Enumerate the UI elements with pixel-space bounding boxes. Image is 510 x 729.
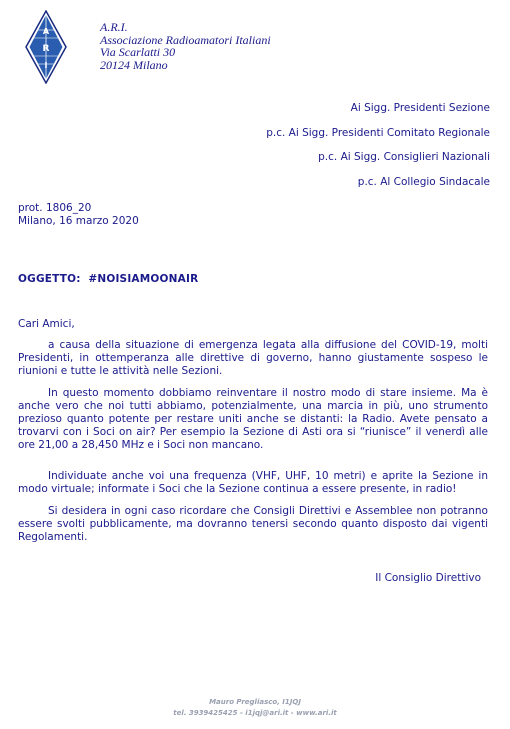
logo-letter-i: I [44, 61, 48, 70]
body-paragraph: Si desidera in ogni caso ricordare che Consigli Direttivi e Assemblee non potranno essere svolti pubblicamente, ma dovranno tenersi secondo quanto disposto dai vigenti Regolamenti. [18, 505, 488, 543]
page-footer [0, 697, 510, 719]
recipient-line: p.c. Al Collegio Sindacale [357, 175, 490, 188]
footer-name: Mauro Pregliasco, I1JQJ [209, 698, 301, 706]
recipients-block [266, 102, 490, 200]
footer-contacts: tel. 3939425425 - i1jqj@ari.it - www.ari.it [173, 709, 337, 717]
greeting: Cari Amici, [18, 318, 75, 330]
letter-body [18, 339, 488, 544]
logo-letter-r: R [42, 44, 50, 54]
letterhead [100, 21, 271, 71]
body-paragraph: In questo momento dobbiamo reinventare il nostro modo di stare insieme. Ma è anche vero che noi tutti abbiamo, potenzialmente, una marcia in più, uno strumento prezioso quanto potente per restare uniti anche se distanti: la Radio. Avete pensato a trovarvi con i Soci on air? Per esempio la Sezione di Asti ora si “riunisce” il venerdì alle ore 21,00 a 28,450 MHz e i Soci non mancano. [18, 387, 488, 451]
letter-date: Milano, 16 marzo 2020 [18, 215, 139, 227]
protocol-number: prot. 1806_20 [18, 202, 92, 214]
recipient-line: p.c. Ai Sigg. Presidenti Comitato Regionale [266, 126, 490, 139]
org-name: Associazione Radioamatori Italiani [100, 32, 271, 47]
org-street: Via Scarlatti 30 [100, 45, 176, 59]
body-paragraph: a causa della situazione di emergenza legata alla diffusione del COVID-19, molti Presidenti, in ottemperanza alle direttive di governo, hanno giustamente sospeso le riunioni e tutte le attività nelle Sezioni. [18, 339, 488, 377]
recipient-line: Ai Sigg. Presidenti Sezione [350, 102, 490, 114]
recipient-line: p.c. Ai Sigg. Consiglieri Nazionali [318, 151, 490, 163]
ari-logo-diamond-icon [25, 10, 67, 84]
org-acronym: A.R.I. [100, 20, 128, 34]
body-paragraph: Individuate anche voi una frequenza (VHF, UHF, 10 metri) e aprite la Sezione in modo virtuale; informate i Soci che la Sezione continua a essere presente, in radio! [18, 470, 488, 495]
signature: Il Consiglio Direttivo [375, 572, 481, 584]
logo-letter-a: A [42, 27, 50, 36]
org-city: 20124 Milano [100, 57, 168, 72]
letter-meta [18, 202, 139, 228]
subject-line: OGGETTO: #NOISIAMOONAIR [18, 273, 199, 285]
